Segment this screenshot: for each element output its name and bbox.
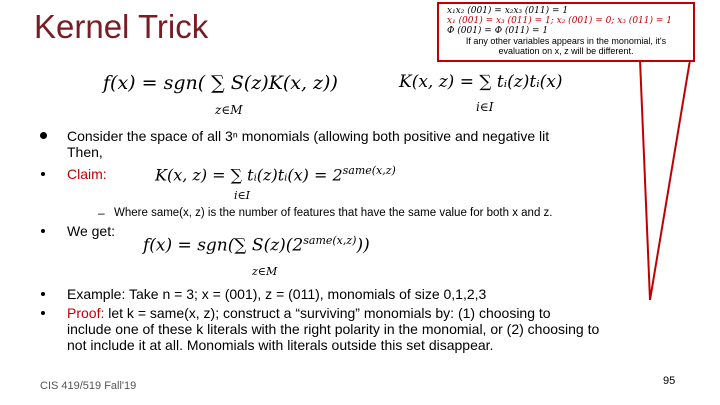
sub-bullet-same: Where same(x, z) is the number of features that have the same value for both x and z. [114,207,553,219]
we-get-label: We get: [67,223,115,239]
claim-formula: K(x, z) = ∑ tᵢ(z)tᵢ(x) = $2^{same(x,z)}$ [155,164,396,185]
callout-line3: Φ (001) = Φ (011) = 1 [447,26,549,36]
callout-line4: If any other variables appears in the monomial, it's [465,36,667,46]
proof-line3: not include it at all. Monomials with literals outside this set disappear. [67,337,494,353]
bullet-monomials-line2: Then, [67,144,103,160]
formula-kernel-top: K(x, z) = ∑ tᵢ(z)tᵢ(x) [399,72,563,92]
example-line: Example: Take n = 3; x = (001), z = (011), monomials of size 0,1,2,3 [67,286,487,302]
footer-course: CIS 419/519 Fall'19 [40,380,137,392]
formula-kernel-top-sub: i∈I [476,100,494,114]
bullet-monomials-line1: Consider the space of all 3ⁿ monomials (allowing both positive and negative lit [67,128,550,144]
proof-line1: Proof: let k = same(x, z); construct a “surviving” monomials by: (1) choosing to [67,305,551,321]
claim-sum-sub: i∈I [234,189,251,202]
slide-title: Kernel Trick [34,8,209,45]
proof-line2: include one of these k literals with the right polarity in the monomial, or (2) choosing to [67,321,600,337]
dash: – [98,206,105,220]
callout-line5: evaluation on x, z will be different. [498,46,634,56]
claim-exponent: same(x,z) [342,164,396,177]
formula-f-top: f(x) = sgn( ∑ S(z)K(x, z)) [103,72,338,94]
weget-formula: f(x) = sgn(∑ $S(z)(2^{same(x,z)})$) [143,234,370,256]
weget-sum-sub: z∈M [252,265,278,278]
callout-line2: x₁ (001) = x₃ (011) = 1; x₂ (001) = 0; x₃ (011) = 1 [447,16,672,26]
callout-box [437,2,695,62]
claim-label: Claim: [67,166,107,182]
formula-f-top-sub: z∈M [215,103,243,117]
callout-line1: x₁x₂ (001) = x₂x₃ (011) = 1 [447,6,569,16]
page-number: 95 [663,375,676,387]
weget-exponent: same(x,z) [303,234,357,247]
proof-label: Proof: [67,305,105,321]
